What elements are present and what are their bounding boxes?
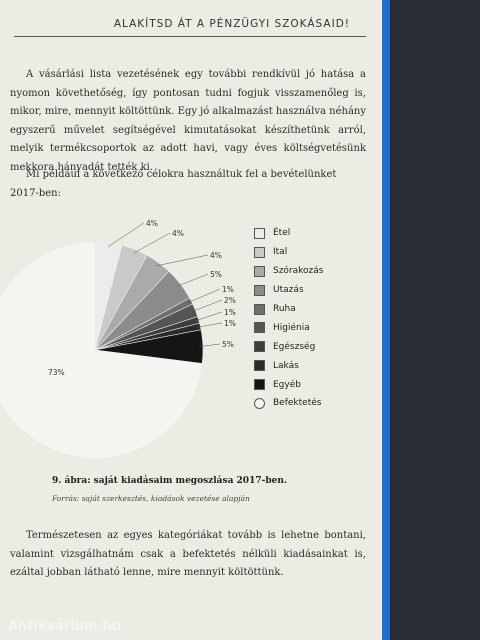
pie-slice-label: 1% xyxy=(224,308,236,317)
chart-legend xyxy=(254,224,323,413)
pie-leader-line xyxy=(156,255,208,266)
expense-pie-chart xyxy=(0,210,250,460)
pie-leader-line xyxy=(195,312,222,321)
pie-leader-line xyxy=(192,300,222,312)
legend-label: Higiénia xyxy=(273,322,310,333)
pie-leader-line xyxy=(133,233,170,253)
pie-slice-label: 4% xyxy=(172,229,184,238)
legend-swatch xyxy=(254,322,265,333)
pie-leader-line xyxy=(188,289,220,303)
legend-label: Egyéb xyxy=(273,379,301,390)
legend-swatch xyxy=(254,304,265,315)
legend-item xyxy=(254,300,323,319)
legend-swatch xyxy=(254,266,265,277)
running-head: ALAKÍTSD ÁT A PÉNZÜGYI SZOKÁSAID! xyxy=(113,18,350,30)
paragraph-lead-in: Mi például a következő célokra használtuk fel a bevételünket 2017-ben: xyxy=(10,169,337,199)
legend-item xyxy=(254,262,323,281)
legend-swatch xyxy=(254,379,265,390)
pie-slice-label: 1% xyxy=(222,285,234,294)
legend-swatch xyxy=(254,247,265,258)
pie-slice-label: 5% xyxy=(222,340,234,349)
legend-swatch xyxy=(254,341,265,352)
legend-label: Utazás xyxy=(273,285,304,296)
paragraph-intro: A vásárlási lista vezetésének egy további rendkívül jó hatása a nyomon követhetőség, így pontosan tudni fogjuk visszamenőleg is, mikor, mire, mennyit költöttünk. Egy jó alkalmazást használva néhány egyszerű művelet segítségével kimutatásokat készíthetünk arról, melyik termékcsoportok az adott havi, vagy éves költségvetésünk mekkora hányadát tették ki. xyxy=(10,69,366,173)
legend-item xyxy=(254,356,323,375)
paragraph-closing: Természetesen az egyes kategóriákat tovább is lehetne bontani, valamint vizsgálhatnám csak a befektetés nélküli kiadásainkat is, ezáltal jobban látható lenne, mire mennyit költöttünk. xyxy=(10,530,366,578)
book-spine xyxy=(382,0,390,640)
legend-swatch xyxy=(254,360,265,371)
pie-slice-label: 4% xyxy=(146,219,158,228)
pie-slice-label: 1% xyxy=(224,319,236,328)
pie-slice-label: 5% xyxy=(210,270,222,279)
legend-swatch xyxy=(254,285,265,296)
legend-label: Ruha xyxy=(273,304,296,314)
legend-swatch xyxy=(254,228,265,239)
legend-item xyxy=(254,375,323,394)
pie-slice-label: 73% xyxy=(48,368,65,377)
figure-source: Forrás: saját szerkesztés, kiadások vezetése alapján xyxy=(52,494,250,503)
legend-label: Egészség xyxy=(273,341,316,352)
pie-slice-label: 2% xyxy=(224,296,236,305)
legend-swatch xyxy=(254,398,265,409)
legend-label: Lakás xyxy=(273,360,299,371)
legend-item xyxy=(254,243,323,262)
legend-label: Ital xyxy=(273,247,288,258)
legend-label: Szórakozás xyxy=(273,266,324,277)
pie-slice-label: 4% xyxy=(210,251,222,260)
watermark-logo: Antikvárium.hu xyxy=(8,619,121,634)
legend-item xyxy=(254,394,323,413)
legend-item xyxy=(254,337,323,356)
legend-item xyxy=(254,318,323,337)
figure-caption: 9. ábra: saját kiadásaim megoszlása 2017-ben. xyxy=(52,476,288,486)
legend-label: Étel xyxy=(273,228,291,239)
header-rule xyxy=(14,36,366,37)
pie-leader-line xyxy=(108,223,144,247)
pie-leader-line xyxy=(177,274,208,286)
pie-slices xyxy=(0,242,203,458)
legend-label: Befektetés xyxy=(273,398,322,409)
legend-item xyxy=(254,281,323,300)
legend-item xyxy=(254,224,323,243)
